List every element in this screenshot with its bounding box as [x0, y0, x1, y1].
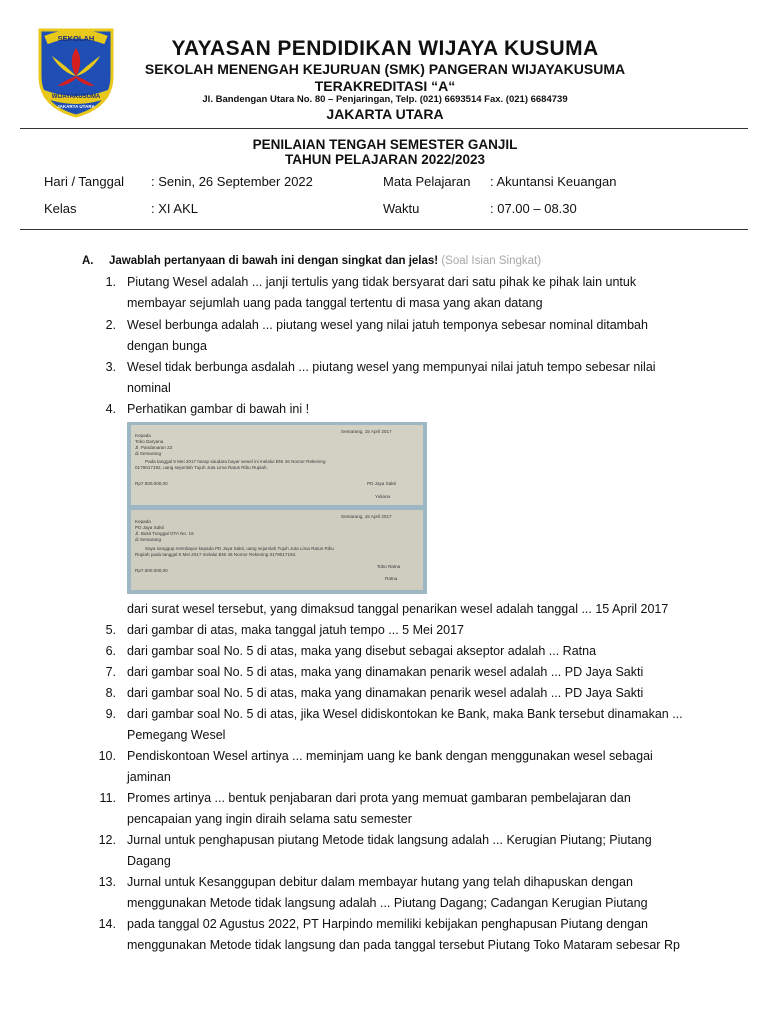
question-text: Wesel berbunga adalah ... piutang wesel yang nilai jatuh temponya sebesar nominal ditambah — [127, 318, 648, 332]
note1-date: Semarang, 15 April 2017 — [341, 429, 392, 434]
foundation-name: YAYASAN PENDIDIKAN WIJAYA KUSUMA — [171, 37, 599, 60]
school-city: JAKARTA UTARA — [326, 106, 444, 122]
promissory-notes-photo — [127, 422, 427, 594]
note1-body-1: Pada tanggal 5 Mei 2017 harap saudara bayar wesel ini melalui BNI 46 Nomor Rekening — [145, 459, 326, 464]
class-label: Kelas — [44, 201, 77, 216]
question-text: dari gambar soal No. 5 di atas, jika Wesel didiskontokan ke Bank, maka Bank tersebut dinamakan ... — [127, 707, 683, 721]
header-divider — [20, 128, 748, 129]
question-number: 7. — [105, 665, 116, 679]
exam-year: TAHUN PELAJARAN 2022/2023 — [284, 152, 486, 167]
question-text: Pendiskontoan Wesel artinya ... meminjam uang ke bank dengan menggunakan wesel sebagai — [127, 749, 653, 763]
school-crest-logo — [36, 26, 116, 118]
note2-company: Toko Ratna — [377, 564, 401, 569]
question-number: 9. — [105, 707, 116, 721]
question-text-continued: membayar sejumlah uang pada tanggal tertentu di masa yang akan datang — [127, 296, 543, 310]
question-text-continued: Pemegang Wesel — [127, 728, 226, 742]
question-number: 4. — [105, 402, 116, 416]
note1-signer: Yuliana — [375, 494, 391, 499]
question-text: dari gambar soal No. 5 di atas, maka yang dinamakan penarik wesel adalah ... PD Jaya Sakti — [127, 686, 644, 700]
question-text-continued: menggunakan Metode tidak langsung dan pada tanggal tersebut Piutang Toko Mataram sebesar Rp — [127, 938, 680, 952]
question-number: 14. — [98, 917, 116, 931]
note1-street: Jl. Pandanaran 22 — [135, 445, 173, 450]
exam-title: PENILAIAN TENGAH SEMESTER GANJIL — [252, 137, 518, 152]
time-label: Waktu — [383, 201, 420, 216]
question-text: dari gambar di atas, maka tanggal jatuh tempo ... 5 Mei 2017 — [127, 623, 464, 637]
note1-company: PD Jaya Sakti — [367, 481, 396, 486]
note2-to: Kepada — [135, 519, 151, 524]
note1-body-2: 0179017192, uang sejumlah Tujuh Juta Lima Ratus Ribu Rupiah. — [135, 465, 268, 470]
question-number: 3. — [105, 360, 116, 374]
note2-date: Semarang, 15 April 2017 — [341, 514, 392, 519]
note2-body-2: Rupiah pada tanggal 5 Mei 2017 melalui BNI 46 Nomor Rekening 0179017192. — [135, 552, 297, 557]
day-value: : Senin, 26 September 2022 — [151, 174, 313, 189]
note2-body-1: Saya sanggup membayar kepada PD Jaya Sakti, uang sejumlah Tujuh Juta Lima Ratus Ribu — [145, 546, 334, 551]
question-text: pada tanggal 02 Agustus 2022, PT Harpindo memiliki kebijakan penghapusan Piutang dengan — [127, 917, 648, 931]
section-letter: A. — [82, 255, 94, 267]
question-text: dari gambar soal No. 5 di atas, maka yang disebut sebagai akseptor adalah ... Ratna — [127, 644, 597, 658]
question-number: 1. — [105, 275, 116, 289]
question-text-continued: Dagang — [127, 854, 171, 868]
day-label: Hari / Tanggal — [44, 174, 124, 189]
question-number: 5. — [105, 623, 116, 637]
question-text: Promes artinya ... bentuk penjabaran dari prota yang memuat gambaran pembelajaran dan — [127, 791, 631, 805]
subject-label: Mata Pelajaran — [383, 174, 471, 189]
note2-recipient: PD Jaya Sakti — [135, 525, 164, 530]
question-text: Jurnal untuk Kesanggupan debitur dalam membayar hutang yang telah dihapuskan dengan — [127, 875, 633, 889]
question-number: 10. — [98, 749, 116, 763]
subject-value: : Akuntansi Keuangan — [490, 174, 617, 189]
question-text: Jurnal untuk penghapusan piutang Metode tidak langsung adalah ... Kerugian Piutang; Piutang — [127, 833, 652, 847]
question-text: Wesel tidak berbunga asdalah ... piutang wesel yang mempunyai nilai jatuh tempo sebesar nilai — [127, 360, 656, 374]
note2-amount: Rp7.500.000,00 — [135, 568, 168, 573]
question-number: 8. — [105, 686, 116, 700]
question-text: Perhatikan gambar di bawah ini ! — [127, 402, 310, 416]
question-number: 11. — [99, 791, 116, 805]
question-text: Piutang Wesel adalah ... janji tertulis yang tidak bersyarat dari satu pihak ke pihak lain untuk — [127, 275, 637, 289]
question-text: dari gambar soal No. 5 di atas, maka yang dinamakan penarik wesel adalah ... PD Jaya Sakti — [127, 665, 644, 679]
question-text-continued: pencapaian yang ingin diraih selama satu semester — [127, 812, 412, 826]
question-number: 13. — [98, 875, 116, 889]
note1-recipient: Toko Daryana — [135, 439, 164, 444]
note2-city: di Semarang — [135, 537, 162, 542]
school-address: Jl. Bandengan Utara No. 80 – Penjaringan, Telp. (021) 6693514 Fax. (021) 6684739 — [202, 94, 568, 105]
note1-amount: Rp7.500.000,00 — [135, 481, 168, 486]
logo-ribbon-text: WIJAYAKUSUMA — [51, 94, 101, 100]
note1-city: di Semarang — [135, 451, 162, 456]
question-number: 12. — [98, 833, 116, 847]
note1-to: Kepada — [135, 433, 151, 438]
accreditation: TERAKREDITASI “A“ — [314, 78, 456, 94]
question-number: 6. — [105, 644, 116, 658]
section-instruction: Jawablah pertanyaan di bawah ini dengan singkat dan jelas! — [109, 255, 439, 267]
logo-bottom-text: JAKARTA UTARA — [57, 104, 95, 109]
section-note: (Soal Isian Singkat) — [441, 255, 542, 267]
question-text-continued: jaminan — [127, 770, 171, 784]
note2-street: Jl. Bukit Tunggal GTA No. 16 — [135, 531, 194, 536]
note2-signer: Ratna — [385, 576, 398, 581]
time-value: : 07.00 – 08.30 — [490, 201, 577, 216]
school-name: SEKOLAH MENENGAH KEJURUAN (SMK) PANGERAN WIJAYAKUSUMA — [144, 61, 626, 77]
logo-top-text: SEKOLAH — [57, 34, 95, 43]
class-value: : XI AKL — [151, 201, 198, 216]
question-number: 2. — [105, 318, 116, 332]
question-text-continued: dengan bunga — [127, 339, 207, 353]
section-heading — [82, 255, 541, 267]
meta-divider — [20, 229, 748, 230]
question-text-continued: dari surat wesel tersebut, yang dimaksud tanggal penarikan wesel adalah tanggal ... 15 April 2017 — [127, 602, 669, 616]
question-text-continued: menggunakan Metode tidak langsung adalah ... Piutang Dagang; Cadangan Kerugian Piutang — [127, 896, 648, 910]
question-text-continued: nominal — [127, 381, 171, 395]
